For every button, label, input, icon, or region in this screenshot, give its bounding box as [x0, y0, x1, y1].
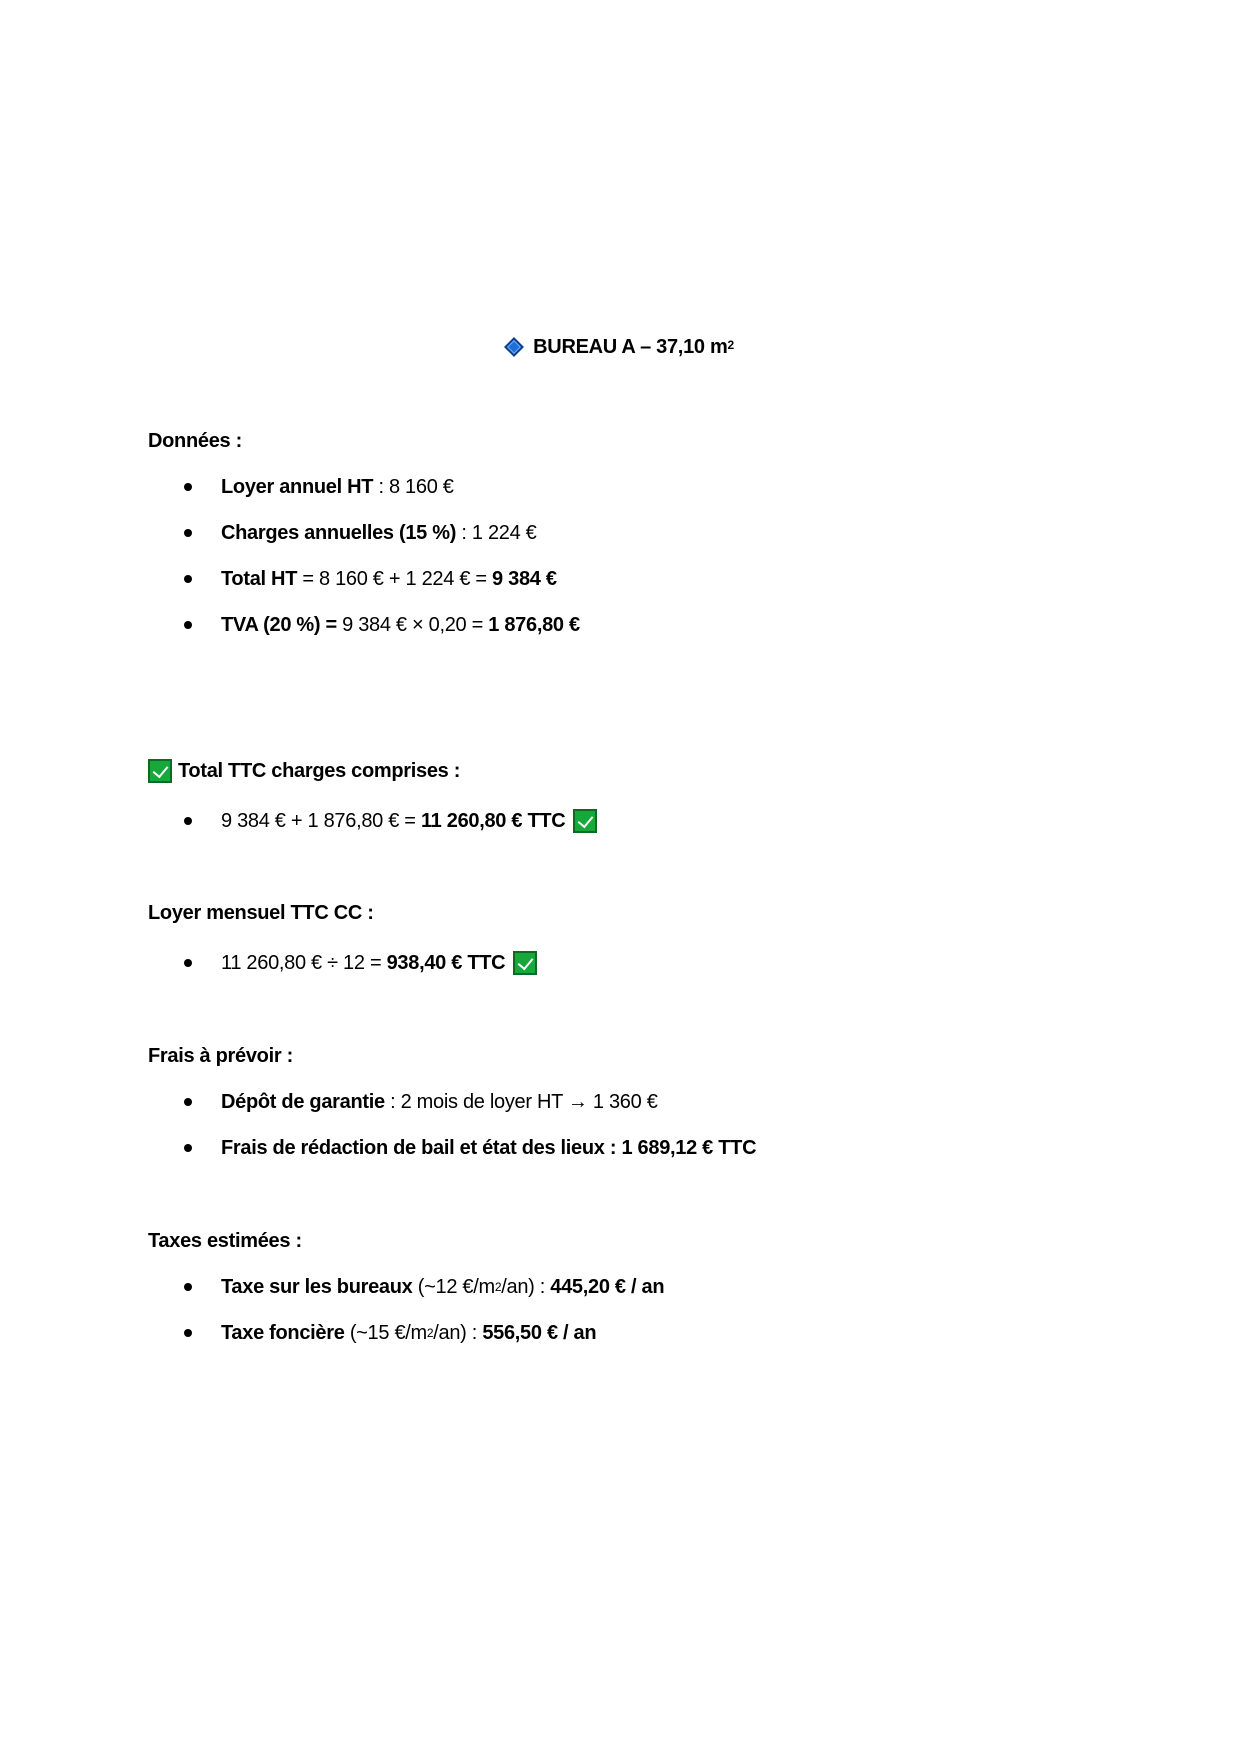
item-value: 11 260,80 € ÷ 12 =: [221, 952, 387, 974]
item-label: Taxe sur les bureaux: [221, 1276, 413, 1298]
item-rate-suffix: /an) :: [501, 1276, 551, 1298]
bullet-icon: [184, 621, 192, 629]
item-rate-suffix: /an) :: [433, 1322, 483, 1344]
taxes-heading: Taxes estimées :: [148, 1230, 302, 1252]
item-value: : 1 224 €: [456, 522, 537, 544]
bullet-icon: [184, 1283, 192, 1291]
item-label: TVA (20 %) =: [221, 614, 337, 636]
list-item-loyer-mensuel: [184, 949, 537, 977]
item-result: 938,40 € TTC: [386, 952, 506, 974]
item-value: : 8 160 €: [373, 476, 454, 498]
list-item-tva: [184, 611, 580, 639]
frais-heading: Frais à prévoir :: [148, 1045, 293, 1067]
check-mark-icon: [513, 951, 537, 975]
blue-diamond-icon: [504, 337, 524, 357]
list-item-taxe-bureaux: Taxe sur les bureaux (~12 €/m 2 /an) : 445,20 € / an: [184, 1273, 664, 1301]
bullet-icon: [184, 483, 192, 491]
loyer-mensuel-heading: Loyer mensuel TTC CC :: [148, 902, 374, 924]
item-result: 445,20 € / an: [550, 1276, 665, 1298]
title-text: BUREAU A – 37,10 m: [533, 336, 728, 358]
list-item-frais-redaction: [184, 1134, 756, 1162]
list-item-total-ht: [184, 565, 557, 593]
item-value: 9 384 € + 1 876,80 € =: [221, 810, 421, 832]
item-value: 9 384 € × 0,20 =: [336, 614, 489, 636]
total-ttc-heading: [148, 757, 460, 785]
list-item-charges-annuelles: [184, 519, 537, 547]
item-label: Frais de rédaction de bail et état des lieux : 1 689,12 € TTC: [221, 1137, 757, 1159]
item-label: Total HT: [221, 568, 298, 590]
bullet-icon: [184, 575, 192, 583]
item-rate: (~12 €/m: [412, 1276, 495, 1298]
check-mark-icon: [148, 759, 172, 783]
item-result: 9 384 €: [492, 568, 557, 590]
list-item-total-ttc: [184, 807, 597, 835]
item-label: Dépôt de garantie: [221, 1091, 385, 1113]
total-ttc-heading-text: Total TTC charges comprises :: [178, 760, 461, 782]
item-result: 1 876,80 €: [488, 614, 580, 636]
item-value: = 8 160 € + 1 224 € =: [297, 568, 493, 590]
list-item-depot-garantie: [184, 1088, 658, 1116]
check-mark-icon: [573, 809, 597, 833]
list-item-taxe-fonciere: Taxe foncière (~15 €/m 2 /an) : 556,50 € / an: [184, 1319, 596, 1347]
item-rate: (~15 €/m: [344, 1322, 427, 1344]
bullet-icon: [184, 1098, 192, 1106]
bullet-icon: [184, 1144, 192, 1152]
donnees-heading: Données :: [148, 430, 242, 452]
item-value: : 2 mois de loyer HT → 1 360 €: [384, 1091, 658, 1113]
item-result: 556,50 € / an: [482, 1322, 597, 1344]
list-item-loyer-annuel: [184, 473, 454, 501]
item-label: Taxe foncière: [221, 1322, 345, 1344]
bullet-icon: [184, 1329, 192, 1337]
item-label: Loyer annuel HT: [221, 476, 374, 498]
bullet-icon: [184, 529, 192, 537]
page-title: BUREAU A – 37,10 m $^2$: [0, 333, 1241, 362]
item-result: 11 260,80 € TTC: [420, 810, 566, 832]
item-label: Charges annuelles (15 %): [221, 522, 457, 544]
bullet-icon: [184, 959, 192, 967]
bullet-icon: [184, 817, 192, 825]
